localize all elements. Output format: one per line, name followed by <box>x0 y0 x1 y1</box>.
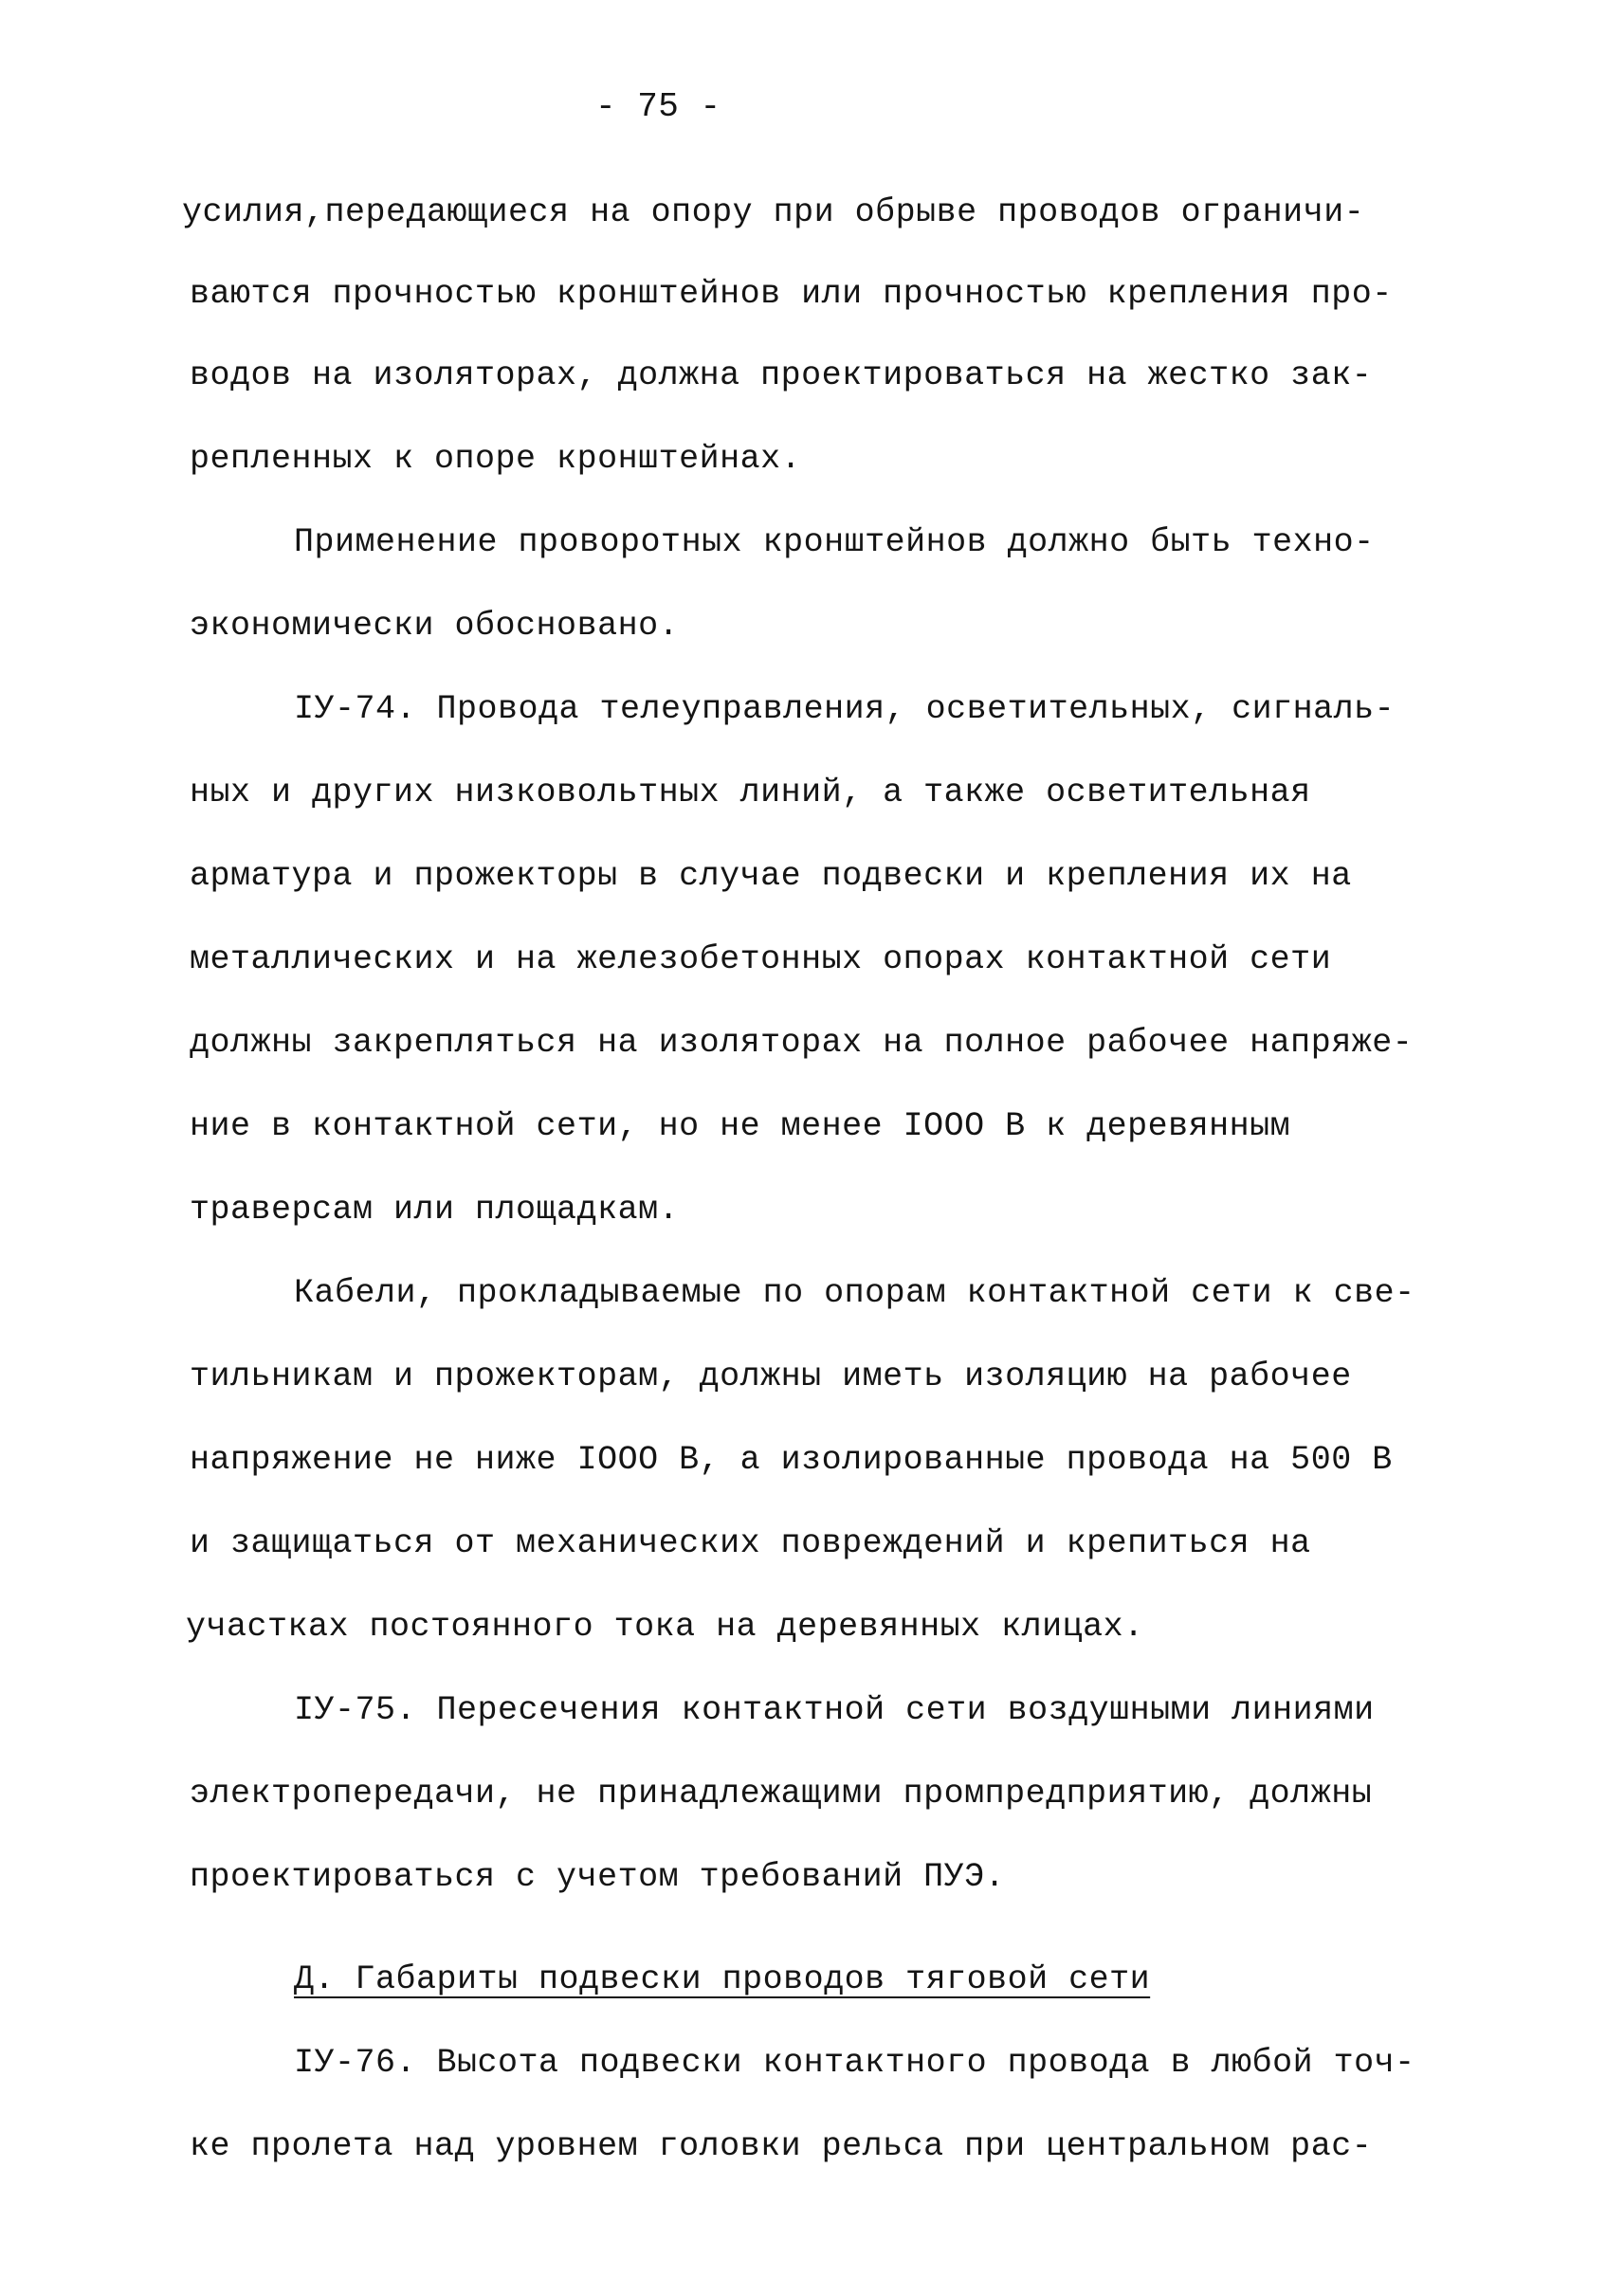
text-line: репленных к опоре кронштейнах. <box>190 440 802 478</box>
paragraph-first-line: Применение проворотных кронштейнов должно быть техно- <box>294 523 1375 561</box>
text-line: усилия,передающиеся на опору при обрыве проводов ограничи- <box>182 193 1365 231</box>
text-line: напряжение не ниже IOOO В, а изолированные провода на 500 В <box>190 1441 1393 1479</box>
text-line: арматура и прожекторы в случае подвески и крепления их на <box>190 857 1352 895</box>
paragraph-first-line: IУ-76. Высота подвески контактного провода в любой точ- <box>294 2044 1415 2082</box>
paragraph-first-line: IУ-74. Провода телеуправления, осветительных, сигналь- <box>294 690 1396 728</box>
text-line: экономически обосновано. <box>190 607 680 645</box>
text-line: ние в контактной сети, но не менее IOOO В к деревянным <box>190 1107 1291 1145</box>
text-line: водов на изоляторах, должна проектироваться на жестко зак- <box>190 356 1373 394</box>
text-line: и защищаться от механических повреждений и крепиться на <box>190 1524 1311 1562</box>
section-heading: Д. Габариты подвески проводов тяговой сети <box>294 1960 1151 1998</box>
text-line: тильникам и прожекторам, должны иметь изоляцию на рабочее <box>190 1358 1352 1395</box>
text-line: ке пролета над уровнем головки рельса при центральном рас- <box>190 2127 1373 2165</box>
text-line: электропередачи, не принадлежащими промпредприятию, должны <box>190 1775 1373 1813</box>
page-number: - 75 - <box>595 87 721 126</box>
text-line: ваются прочностью кронштейнов или прочностью крепления про- <box>190 275 1393 313</box>
paragraph-first-line: IУ-75. Пересечения контактной сети воздушными линиями <box>294 1691 1375 1729</box>
text-line: участках постоянного тока на деревянных клицах. <box>186 1608 1144 1646</box>
text-line: должны закрепляться на изоляторах на полное рабочее напряже- <box>190 1024 1414 1062</box>
text-line: траверсам или площадкам. <box>190 1191 680 1229</box>
paragraph-first-line: Кабели, прокладываемые по опорам контактной сети к све- <box>294 1274 1415 1312</box>
text-line: проектироваться с учетом требований ПУЭ. <box>190 1858 1006 1896</box>
text-line: металлических и на железобетонных опорах контактной сети <box>190 940 1332 978</box>
text-line: ных и других низковольтных линий, а также осветительная <box>190 774 1311 811</box>
